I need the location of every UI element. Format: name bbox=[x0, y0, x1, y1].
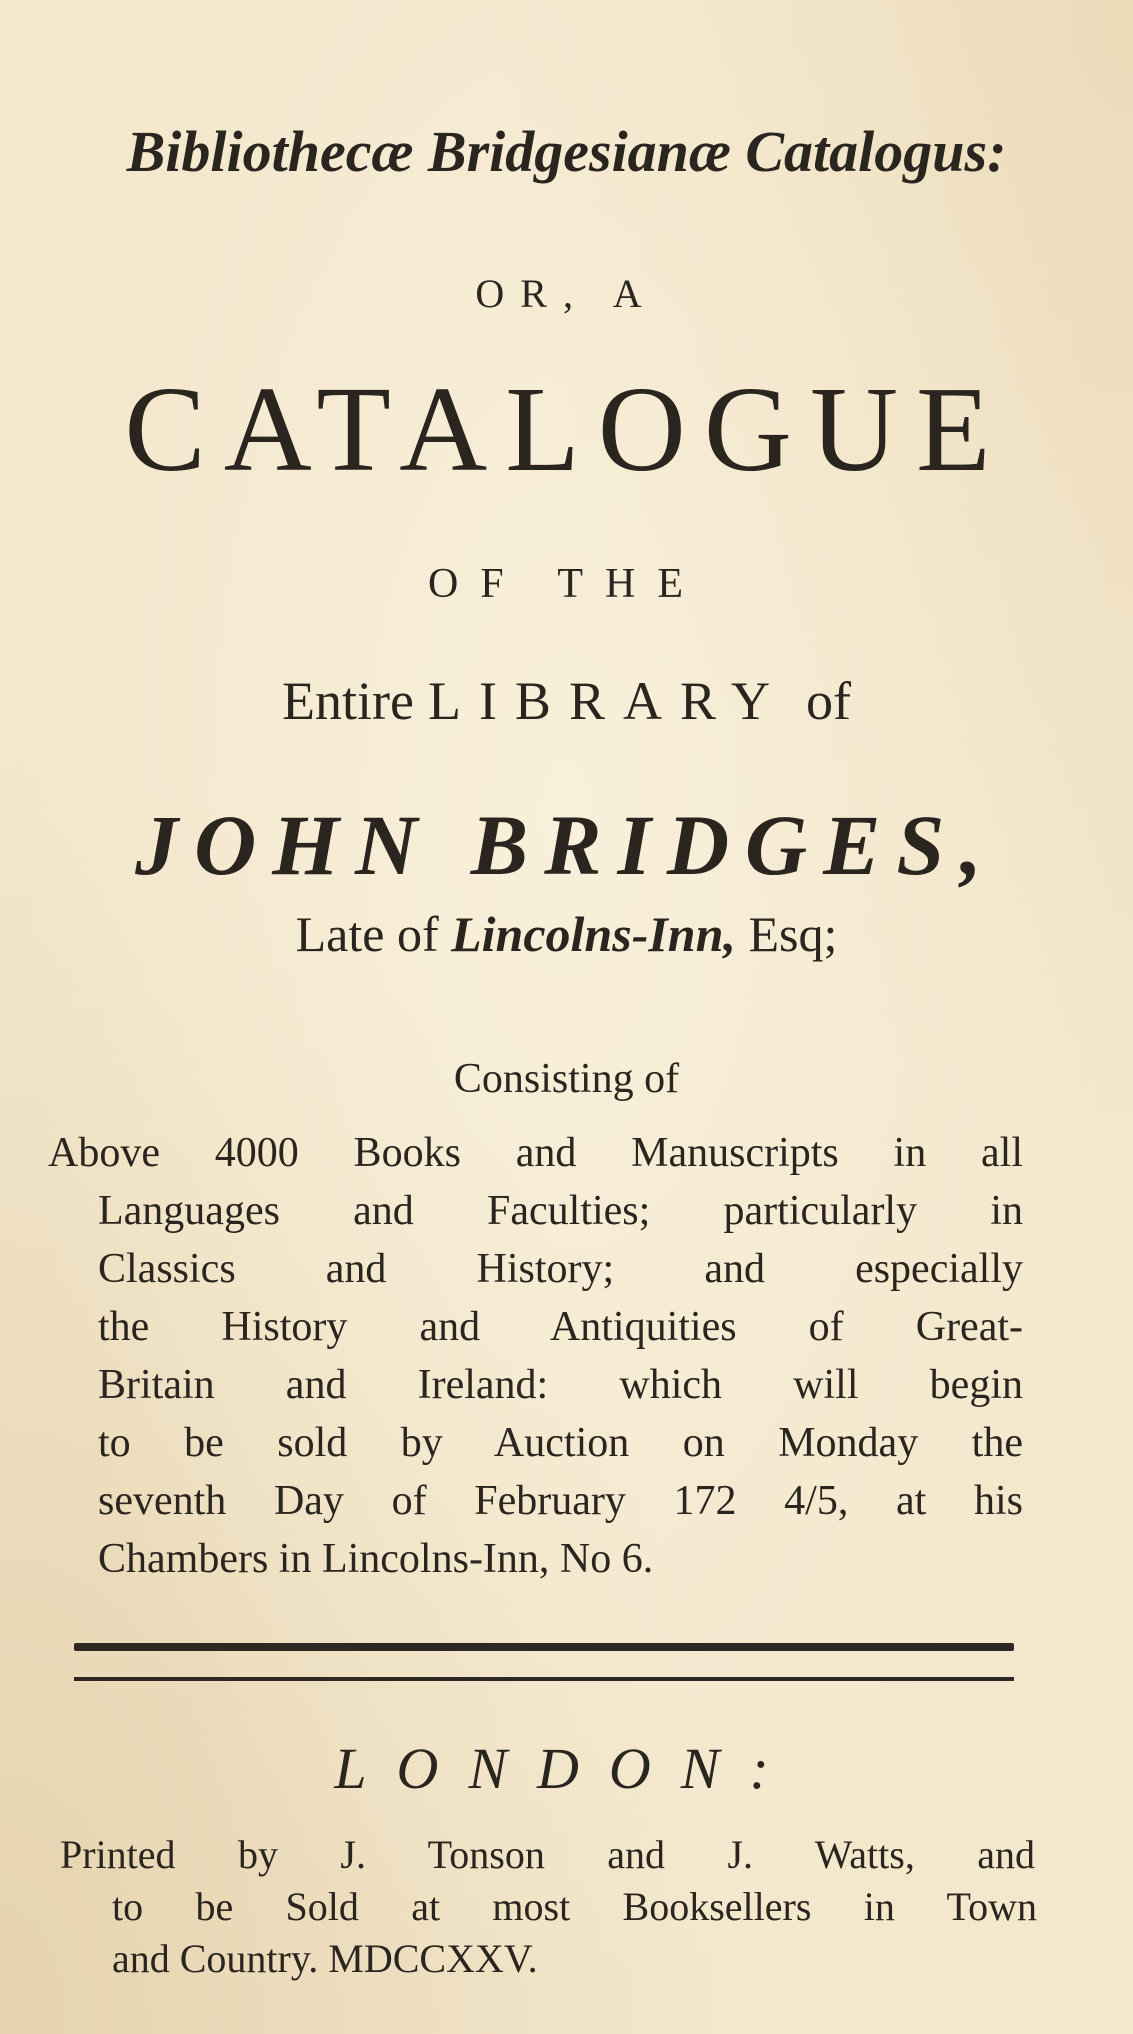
entire-word: Entire bbox=[282, 671, 414, 731]
imprint-line-2: to be Sold at most Booksellers in Town bbox=[112, 1884, 1037, 1929]
of-the-line: OF THE bbox=[427, 561, 706, 607]
esq-word: Esq; bbox=[748, 906, 838, 962]
library-word: LIBRARY bbox=[427, 671, 788, 731]
late-of-word: Late of bbox=[295, 906, 439, 962]
thin-rule bbox=[74, 1677, 1014, 1681]
entire-library-line bbox=[0, 670, 1133, 732]
late-of-line bbox=[0, 905, 1133, 963]
description-line-1: Above 4000 Books and Manuscripts in all bbox=[48, 1130, 1023, 1176]
city-london: LONDON: bbox=[334, 1736, 799, 1801]
description-line-4: the History and Antiquities of Great- bbox=[98, 1304, 1023, 1350]
description-line-7: seventh Day of February 172 4/5, at his bbox=[98, 1478, 1023, 1524]
description-line-2: Languages and Faculties; particularly in bbox=[98, 1188, 1023, 1234]
description-line-5: Britain and Ireland: which will begin bbox=[98, 1362, 1023, 1408]
lincolns-inn-place: Lincolns-Inn, bbox=[451, 906, 736, 962]
consisting-of-line: Consisting of bbox=[453, 1056, 680, 1102]
owner-name: JOHN BRIDGES, bbox=[135, 797, 998, 893]
imprint-line-3: and Country. MDCCXXV. bbox=[112, 1936, 538, 1981]
latin-title: Bibliothecæ Bridgesianæ Catalogus: bbox=[126, 119, 1007, 184]
thick-rule bbox=[74, 1643, 1014, 1651]
description-line-3: Classics and History; and especially bbox=[98, 1246, 1023, 1292]
description-line-8: Chambers in Lincolns-Inn, No 6. bbox=[98, 1536, 654, 1582]
catalogue-heading: CATALOGUE bbox=[124, 362, 1009, 497]
of-word: of bbox=[806, 671, 851, 731]
imprint-line-1: Printed by J. Tonson and J. Watts, and bbox=[60, 1832, 1035, 1877]
description-line-6: to be sold by Auction on Monday the bbox=[98, 1420, 1023, 1466]
or-a-line: OR, A bbox=[475, 271, 658, 316]
